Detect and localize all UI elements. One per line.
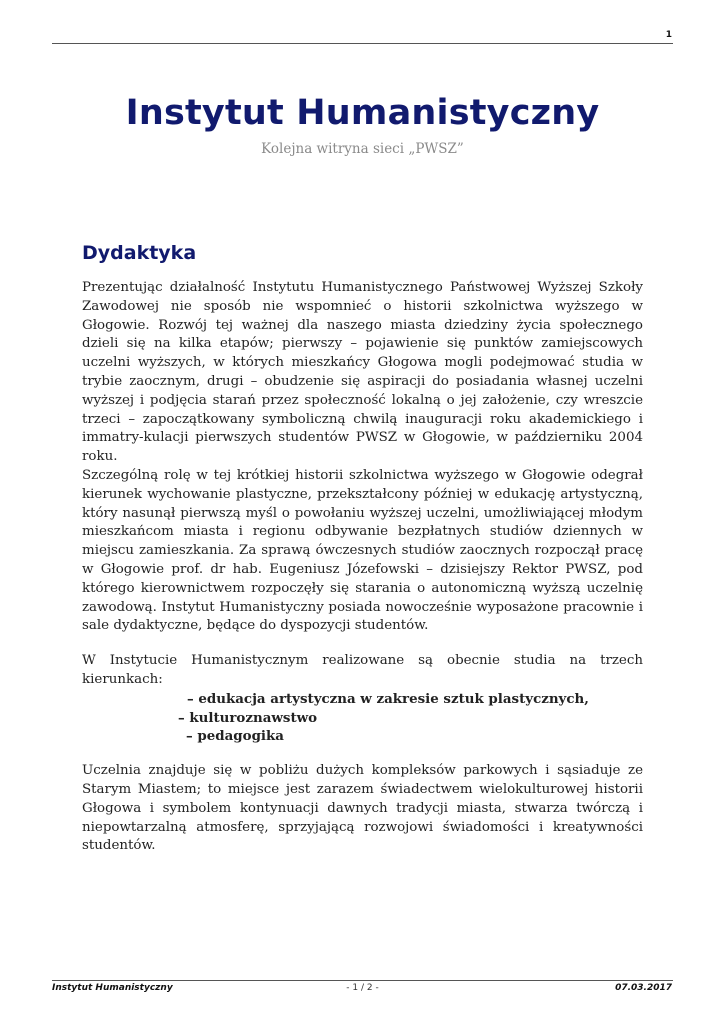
site-title[interactable]: Instytut Humanistyczny: [125, 93, 600, 133]
post-content: [82, 279, 643, 856]
direction-item: – kulturoznawstwo: [178, 709, 318, 726]
direction-item: – edukacja artystyczna w zakresie sztuk plastycznych,: [187, 690, 589, 707]
site-tagline: Kolejna witryna sieci „PWSZ”: [261, 141, 464, 157]
paragraph-directions-intro: W Instytucie Humanistycznym realizowane są obecnie studia na trzech kierunkach:: [82, 653, 643, 687]
footer-date: 07.03.2017: [615, 983, 672, 993]
post-title[interactable]: Dydaktyka: [82, 242, 197, 264]
paragraph-history: Prezentując działalność Instytutu Humanistycznego Państwowej Wyższej Szkoły Zawodowej nie sposób nie wspomnieć o historii szkolnictwa wyższego w Głogowie. Rozwój tej ważnej dla naszego miasta dziedziny życia społecznego dzieli się na kilka etapów; pierwszy – pojawienie się punktów zamiejscowych uczelni wyższych, w których mieszkańcy Głogowa mogli podejmować studia w trybie zaocznym, drugi – obudzenie się aspiracji do posiadania własnej uczelni wyższej i podjęcia starań przez społeczność lokalną o jej założenie, czy wreszcie trzeci – zapoczątkowany symboliczną chwilą inauguracji roku akademickiego i immatry-kulacji pierwszych studentów PWSZ w Głogowie, w październiku 2004 roku.: [82, 280, 643, 465]
header-divider: [52, 43, 673, 44]
paragraph-art-education: Szczególną rolę w tej krótkiej historii szkolnictwa wyższego w Głogowie odegrał kierunek wychowanie plastyczne, przekształcony później w edukację artystyczną, który nasunął pierwszą myśl o powołaniu wyższej uczelni, umożliwiającej młodym mieszkańcom miasta i regionu odbywanie bezpłatnych studiów dziennych w miejscu zamieszkania. Za sprawą ówczesnych studiów zaocznych rozpoczął pracę w Głogowie prof. dr hab. Eugeniusz Józefowski – dzisiejszy Rektor PWSZ, pod którego kierownictwem rozpoczęły się starania o autonomiczną wyższą uczelnię zawodową. Instytut Humanistyczny posiada nowocześnie wyposażone pracownie i sale dydaktyczne, będące do dyspozycji studentów.: [82, 467, 643, 634]
page-number: 1: [665, 30, 672, 40]
footer-divider: [52, 980, 673, 981]
footer-pagination: - 1 / 2 -: [346, 983, 379, 993]
paragraph-location: Uczelnia znajduje się w pobliżu dużych kompleksów parkowych i sąsiaduje ze Starym Miastem; to miejsce jest zarazem świadectwem wielokulturowej historii Głogowa i symbolem kontynuacji dawnych tradycji miasta, stwarza twórczą i niepowtarzalną atmosferę, sprzyjającą rozwojowi świadomości i kreatywności studentów.: [82, 763, 643, 854]
direction-item: – pedagogika: [186, 728, 284, 745]
footer-site-name: Instytut Humanistyczny: [52, 983, 173, 993]
